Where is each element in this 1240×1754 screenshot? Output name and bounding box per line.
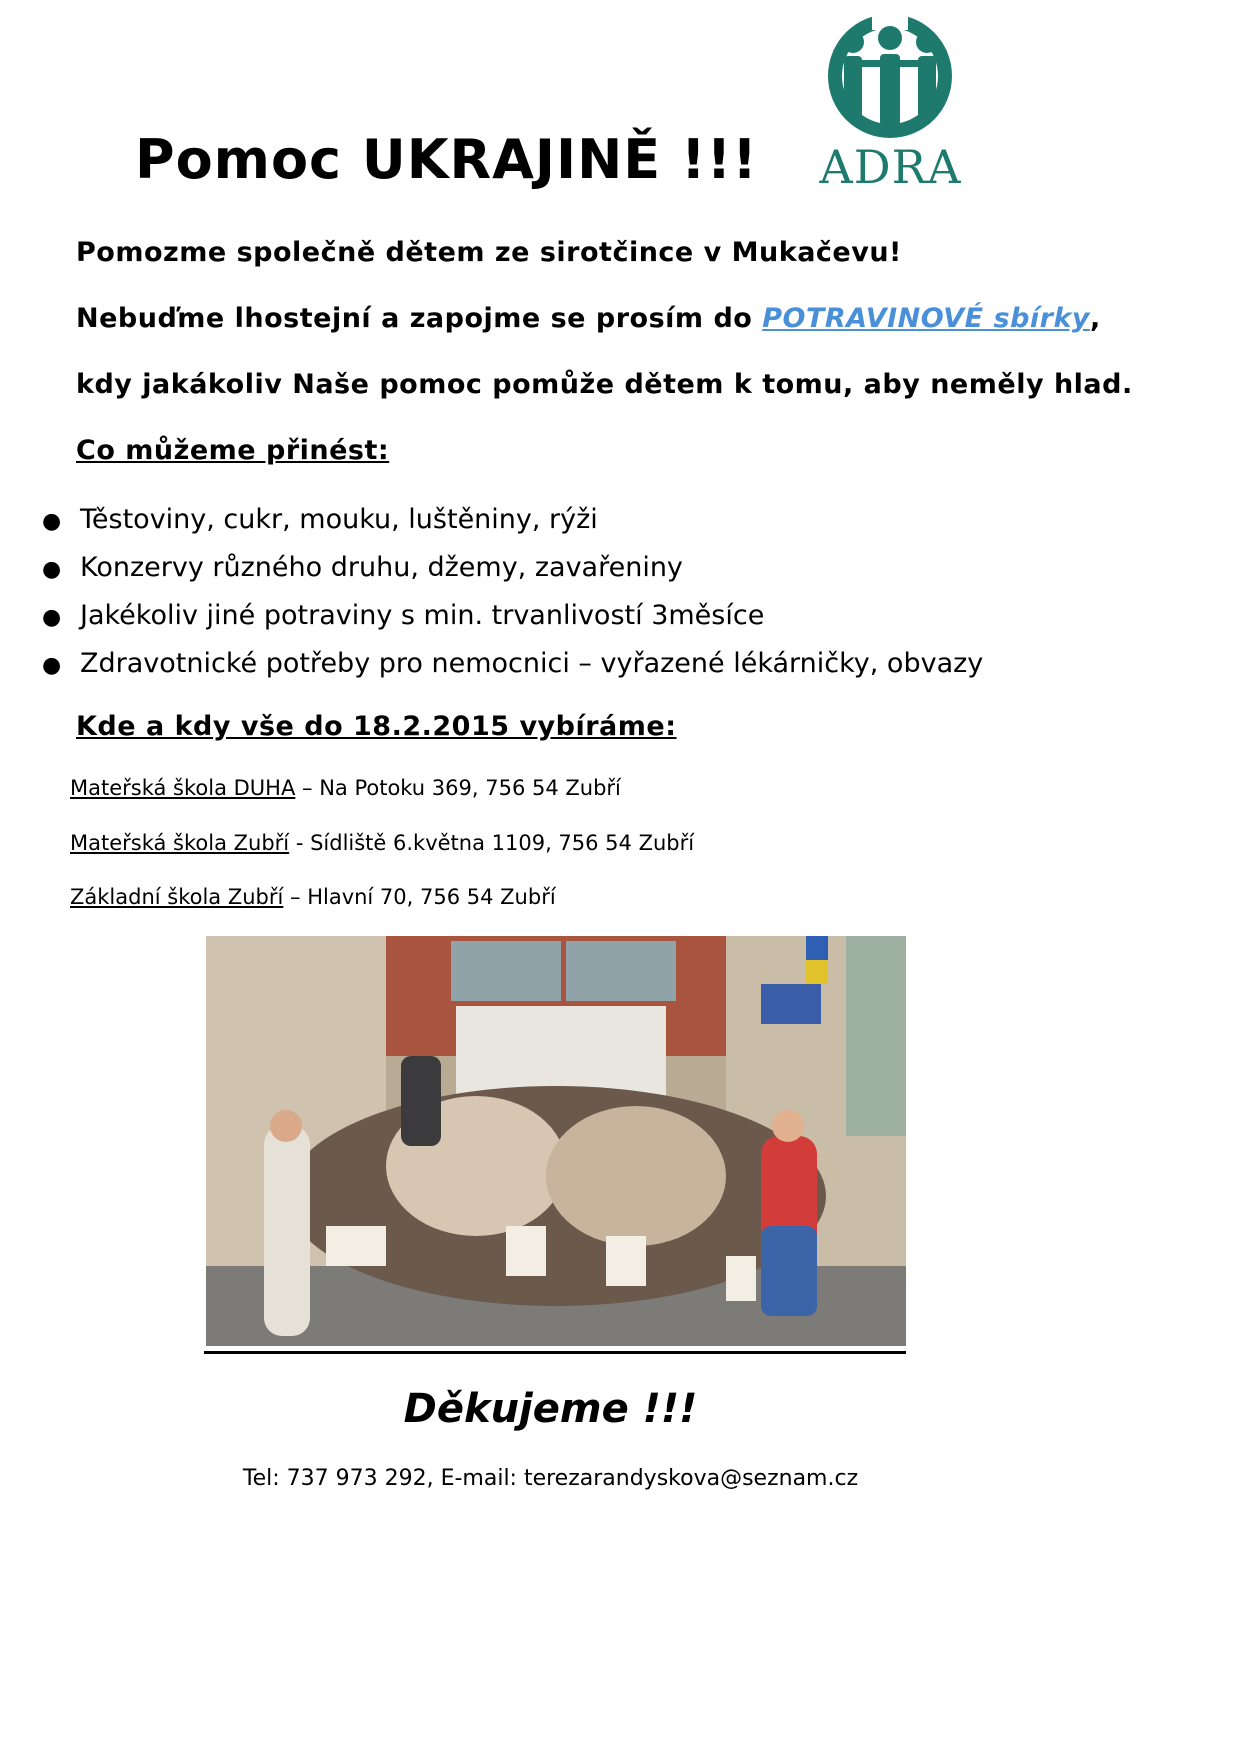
- thanks-heading: Děkujeme !!!: [403, 1386, 698, 1432]
- bullet-icon: ●: [42, 557, 62, 582]
- list-item-text: Zdravotnické potřeby pro nemocnici – vyřazené lékárničky, obvazy: [80, 648, 984, 679]
- location-row: [70, 831, 694, 855]
- list-item-text: Jakékoliv jiné potraviny s min. trvanlivostí 3měsíce: [80, 600, 765, 631]
- list-item: [40, 592, 1080, 640]
- location-name: Mateřská škola DUHA: [70, 776, 296, 800]
- adra-logo: [808, 14, 973, 194]
- food-collection-link[interactable]: POTRAVINOVÉ sbírky: [762, 303, 1091, 334]
- intro-line-2-end: ,: [1090, 303, 1101, 334]
- bullet-icon: ●: [42, 653, 62, 678]
- page-title: Pomoc UKRAJINĚ !!!: [135, 128, 758, 191]
- location-row: [70, 776, 621, 800]
- group-photo: [206, 936, 906, 1346]
- bullet-icon: ●: [42, 605, 62, 630]
- adra-people-logo-icon: [808, 14, 973, 140]
- intro-line-2-text: Nebuďme lhostejní a zapojme se prosím do: [76, 303, 763, 334]
- list-item-text: Konzervy různého druhu, džemy, zavařeniny: [80, 552, 683, 583]
- list-item: [40, 640, 1080, 688]
- location-address: – Na Potoku 369, 756 54 Zubří: [295, 776, 621, 800]
- location-row: [70, 885, 556, 909]
- intro-line-2: [76, 303, 1101, 334]
- what-heading: Co můžeme přinést:: [76, 435, 390, 466]
- contact-info: Tel: 737 973 292, E-mail: terezarandyskova@seznam.cz: [242, 1466, 859, 1491]
- location-name: Mateřská škola Zubří: [70, 831, 290, 855]
- group-photo-image: [206, 936, 906, 1346]
- location-address: – Hlavní 70, 756 54 Zubří: [283, 885, 556, 909]
- bullet-icon: ●: [42, 509, 62, 534]
- location-address: - Sídliště 6.května 1109, 756 54 Zubří: [289, 831, 695, 855]
- list-item-text: Těstoviny, cukr, mouku, luštěniny, rýži: [80, 504, 598, 535]
- divider: [204, 1351, 906, 1354]
- items-list: [40, 496, 1080, 688]
- intro-line-1: Pomozme společně dětem ze sirotčince v Mukačevu!: [76, 237, 902, 268]
- intro-line-3: kdy jakákoliv Naše pomoc pomůže dětem k tomu, aby neměly hlad.: [76, 369, 1133, 400]
- list-item: [40, 544, 1080, 592]
- adra-logo-text: ADRA: [819, 140, 962, 194]
- list-item: [40, 496, 1080, 544]
- location-name: Základní škola Zubří: [70, 885, 284, 909]
- where-heading: Kde a kdy vše do 18.2.2015 vybíráme:: [76, 711, 677, 742]
